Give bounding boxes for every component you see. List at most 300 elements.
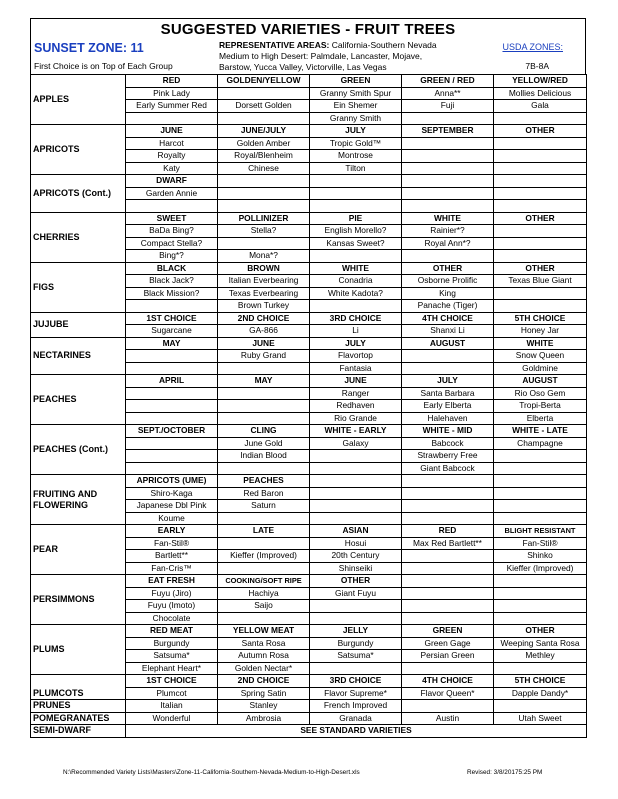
variety-cell: Hosui xyxy=(310,537,402,550)
table-row xyxy=(31,262,587,275)
table-row xyxy=(31,75,587,88)
sheet-header xyxy=(30,18,586,74)
variety-cell: Golden Amber xyxy=(218,137,310,150)
column-header: WHITE - MID xyxy=(402,425,494,438)
column-header: WHITE - LATE xyxy=(494,425,587,438)
variety-cell: Royalty xyxy=(126,150,218,163)
variety-cell xyxy=(126,412,218,425)
variety-cell xyxy=(126,387,218,400)
variety-cell: Chinese xyxy=(218,162,310,175)
variety-cell: Red Baron xyxy=(218,487,310,500)
fruit-label: NECTARINES xyxy=(31,337,126,375)
fruit-label: PEACHES xyxy=(31,375,126,425)
variety-cell xyxy=(494,137,587,150)
variety-cell: Gala xyxy=(494,100,587,113)
variety-cell xyxy=(310,462,402,475)
variety-cell xyxy=(126,462,218,475)
table-row xyxy=(31,337,587,350)
column-header: WHITE xyxy=(402,212,494,225)
semi-dwarf-note: SEE STANDARD VARIETIES xyxy=(126,725,587,738)
variety-cell xyxy=(218,412,310,425)
rep-areas-line1: California-Southern Nevada xyxy=(331,40,437,50)
variety-cell: English Morello? xyxy=(310,225,402,238)
variety-cell: Ein Shemer xyxy=(310,100,402,113)
variety-cell: Methley xyxy=(494,650,587,663)
column-header: GREEN xyxy=(402,625,494,638)
variety-cell xyxy=(310,187,402,200)
variety-cell: Max Red Bartlett** xyxy=(402,537,494,550)
variety-cell: White Kadota? xyxy=(310,287,402,300)
variety-cell xyxy=(218,512,310,525)
variety-cell: Harcot xyxy=(126,137,218,150)
column-header: 5TH CHOICE xyxy=(494,312,587,325)
variety-cell xyxy=(402,600,494,613)
variety-cell: Black Jack? xyxy=(126,275,218,288)
variety-cell xyxy=(310,250,402,263)
variety-cell: Rio Oso Gem xyxy=(494,387,587,400)
column-header xyxy=(402,575,494,588)
variety-cell: Tropic Gold™ xyxy=(310,137,402,150)
table-row xyxy=(31,700,587,713)
variety-cell: Satsuma* xyxy=(310,650,402,663)
variety-cell xyxy=(126,112,218,125)
variety-cell: Shiro-Kaga xyxy=(126,487,218,500)
usda-zones-link[interactable]: USDA ZONES: xyxy=(502,42,563,52)
variety-cell xyxy=(126,437,218,450)
variety-cell xyxy=(494,462,587,475)
variety-cell xyxy=(126,400,218,413)
variety-cell xyxy=(494,162,587,175)
variety-cell: Redhaven xyxy=(310,400,402,413)
column-header: OTHER xyxy=(494,625,587,638)
variety-cell: Austin xyxy=(402,712,494,725)
variety-cell xyxy=(218,237,310,250)
column-header: JUNE xyxy=(218,337,310,350)
variety-cell xyxy=(494,150,587,163)
representative-areas xyxy=(219,40,494,73)
variety-cell: Royal Ann*? xyxy=(402,237,494,250)
variety-cell xyxy=(402,250,494,263)
variety-cell: Flavor Supreme* xyxy=(310,687,402,700)
variety-cell xyxy=(494,500,587,513)
footer-revised: Revised: 3/8/20175:25 PM xyxy=(467,769,543,776)
column-header: JUNE/JULY xyxy=(218,125,310,138)
variety-cell xyxy=(310,612,402,625)
column-header: EAT FRESH xyxy=(126,575,218,588)
variety-cell: Fuji xyxy=(402,100,494,113)
variety-cell: Spring Satin xyxy=(218,687,310,700)
column-header: OTHER xyxy=(402,262,494,275)
column-header: 3RD CHOICE xyxy=(310,675,402,688)
table-row xyxy=(31,712,587,725)
variety-cell xyxy=(494,587,587,600)
variety-cell xyxy=(126,350,218,363)
variety-cell: Santa Barbara xyxy=(402,387,494,400)
variety-cell: Giant Babcock xyxy=(402,462,494,475)
variety-cell: Dorsett Golden xyxy=(218,100,310,113)
variety-cell: Early Elberta xyxy=(402,400,494,413)
variety-cell: Fan-Stil® xyxy=(126,537,218,550)
column-header: PEACHES xyxy=(218,475,310,488)
variety-cell xyxy=(402,112,494,125)
variety-cell: King xyxy=(402,287,494,300)
variety-cell xyxy=(126,200,218,213)
table-row xyxy=(31,675,587,688)
fruit-label: CHERRIES xyxy=(31,212,126,262)
variety-cell xyxy=(218,187,310,200)
variety-cell xyxy=(494,300,587,313)
variety-cell xyxy=(218,562,310,575)
variety-cell: Ruby Grand xyxy=(218,350,310,363)
fruit-label: APRICOTS xyxy=(31,125,126,175)
variety-cell: Osborne Prolific xyxy=(402,275,494,288)
variety-cell xyxy=(494,225,587,238)
fruit-label: PRUNES xyxy=(31,700,126,713)
column-header xyxy=(402,475,494,488)
variety-cell: Stanley xyxy=(218,700,310,713)
column-header: BROWN xyxy=(218,262,310,275)
variety-cell: Shinseiki xyxy=(310,562,402,575)
variety-cell: Tropi-Berta xyxy=(494,400,587,413)
table-row xyxy=(31,375,587,388)
variety-cell: June Gold xyxy=(218,437,310,450)
variety-cell: Giant Fuyu xyxy=(310,587,402,600)
variety-cell xyxy=(402,137,494,150)
table-row xyxy=(31,525,587,538)
variety-cell: Galaxy xyxy=(310,437,402,450)
column-header: POLLINIZER xyxy=(218,212,310,225)
column-header xyxy=(402,175,494,188)
variety-cell xyxy=(402,562,494,575)
variety-cell xyxy=(402,150,494,163)
column-header: GREEN / RED xyxy=(402,75,494,88)
variety-cell xyxy=(402,612,494,625)
variety-cell xyxy=(494,612,587,625)
column-header: RED xyxy=(402,525,494,538)
variety-cell: French Improved xyxy=(310,700,402,713)
column-header: YELLOW/RED xyxy=(494,75,587,88)
variety-cell xyxy=(494,237,587,250)
fruit-label: APRICOTS (Cont.) xyxy=(31,175,126,213)
variety-cell: Fan-Stil® xyxy=(494,537,587,550)
variety-cell: Texas Blue Giant xyxy=(494,275,587,288)
fruit-label: PLUMCOTS xyxy=(31,675,126,700)
column-header: CLING xyxy=(218,425,310,438)
column-header: 4TH CHOICE xyxy=(402,312,494,325)
semi-dwarf-row xyxy=(31,725,587,738)
variety-cell xyxy=(402,500,494,513)
variety-cell: Italian Everbearing xyxy=(218,275,310,288)
variety-cell xyxy=(494,187,587,200)
column-header: AUGUST xyxy=(494,375,587,388)
variety-cell: GA-866 xyxy=(218,325,310,338)
variety-cell: Texas Everbearing xyxy=(218,287,310,300)
variety-cell xyxy=(126,300,218,313)
column-header xyxy=(494,575,587,588)
variety-cell: Burgundy xyxy=(126,637,218,650)
table-row xyxy=(31,475,587,488)
variety-cell xyxy=(402,550,494,563)
column-header: PIE xyxy=(310,212,402,225)
fruit-label: PLUMS xyxy=(31,625,126,675)
variety-cell: Chocolate xyxy=(126,612,218,625)
fruit-label: FIGS xyxy=(31,262,126,312)
column-header: RED xyxy=(126,75,218,88)
variety-cell: Panache (Tiger) xyxy=(402,300,494,313)
variety-cell xyxy=(310,500,402,513)
variety-cell xyxy=(494,450,587,463)
column-header: COOKING/SOFT RIPE xyxy=(218,575,310,588)
variety-cell: Kieffer (Improved) xyxy=(218,550,310,563)
column-header: WHITE - EARLY xyxy=(310,425,402,438)
variety-cell: Garden Annie xyxy=(126,187,218,200)
fruit-label: PERSIMMONS xyxy=(31,575,126,625)
column-header: OTHER xyxy=(310,575,402,588)
variety-cell xyxy=(218,87,310,100)
variety-cell: Persian Green xyxy=(402,650,494,663)
variety-cell xyxy=(310,512,402,525)
variety-cell: Brown Turkey xyxy=(218,300,310,313)
variety-cell xyxy=(494,700,587,713)
variety-cell: Fuyu (Imoto) xyxy=(126,600,218,613)
column-header: SEPT./OCTOBER xyxy=(126,425,218,438)
variety-cell: Rainier*? xyxy=(402,225,494,238)
column-header: 4TH CHOICE xyxy=(402,675,494,688)
variety-cell xyxy=(218,112,310,125)
column-header: WHITE xyxy=(494,337,587,350)
column-header xyxy=(310,475,402,488)
variety-cell: Champagne xyxy=(494,437,587,450)
column-header: MAY xyxy=(126,337,218,350)
variety-cell xyxy=(126,362,218,375)
variety-cell xyxy=(218,200,310,213)
variety-cell: Plumcot xyxy=(126,687,218,700)
variety-cell xyxy=(402,187,494,200)
column-header: YELLOW MEAT xyxy=(218,625,310,638)
variety-cell: Mollies Delicious xyxy=(494,87,587,100)
variety-cell: Burgundy xyxy=(310,637,402,650)
variety-cell: Weeping Santa Rosa xyxy=(494,637,587,650)
variety-cell: Utah Sweet xyxy=(494,712,587,725)
table-row xyxy=(31,212,587,225)
variety-cell: Conadria xyxy=(310,275,402,288)
table-row xyxy=(31,312,587,325)
column-header: 2ND CHOICE xyxy=(218,312,310,325)
column-header: JUNE xyxy=(126,125,218,138)
column-header: WHITE xyxy=(310,262,402,275)
variety-cell xyxy=(494,200,587,213)
column-header xyxy=(310,175,402,188)
variety-cell xyxy=(218,537,310,550)
variety-cell: Granny Smith Spur xyxy=(310,87,402,100)
column-header xyxy=(494,475,587,488)
column-header: JULY xyxy=(310,125,402,138)
column-header: JELLY xyxy=(310,625,402,638)
column-header: BLACK xyxy=(126,262,218,275)
variety-cell xyxy=(310,662,402,675)
variety-cell: Japanese Dbl Pink xyxy=(126,500,218,513)
variety-cell xyxy=(310,300,402,313)
variety-cell: Flavor Queen* xyxy=(402,687,494,700)
variety-cell: Mona*? xyxy=(218,250,310,263)
column-header: JUNE xyxy=(310,375,402,388)
variety-cell: Babcock xyxy=(402,437,494,450)
variety-cell: Fan-Cris™ xyxy=(126,562,218,575)
column-header: EARLY xyxy=(126,525,218,538)
variety-cell: Flavortop xyxy=(310,350,402,363)
variety-cell: Compact Stella? xyxy=(126,237,218,250)
column-header: APRIL xyxy=(126,375,218,388)
fruit-label: JUJUBE xyxy=(31,312,126,337)
fruit-label: PEAR xyxy=(31,525,126,575)
variety-cell: Saturn xyxy=(218,500,310,513)
variety-cell: Hachiya xyxy=(218,587,310,600)
varieties-table-body xyxy=(31,75,587,738)
variety-cell: Early Summer Red xyxy=(126,100,218,113)
variety-cell: Anna** xyxy=(402,87,494,100)
variety-cell xyxy=(218,612,310,625)
column-header xyxy=(218,175,310,188)
variety-cell: Montrose xyxy=(310,150,402,163)
variety-cell xyxy=(402,487,494,500)
variety-cell: Li xyxy=(310,325,402,338)
variety-cell: Shanxi Li xyxy=(402,325,494,338)
variety-cell: Koume xyxy=(126,512,218,525)
fruit-label: FRUITING AND FLOWERING xyxy=(31,475,126,525)
column-header: BLIGHT RESISTANT xyxy=(494,525,587,538)
variety-cell: Goldmine xyxy=(494,362,587,375)
variety-cell xyxy=(494,112,587,125)
column-header: APRICOTS (UME) xyxy=(126,475,218,488)
variety-cell xyxy=(494,512,587,525)
variety-cell: BaDa Bing? xyxy=(126,225,218,238)
variety-cell xyxy=(402,512,494,525)
variety-cell: Snow Queen xyxy=(494,350,587,363)
variety-cell: Tilton xyxy=(310,162,402,175)
variety-cell: Honey Jar xyxy=(494,325,587,338)
variety-cell xyxy=(126,450,218,463)
variety-cell: Granada xyxy=(310,712,402,725)
variety-cell: Ranger xyxy=(310,387,402,400)
variety-cell xyxy=(310,450,402,463)
footer-file-path: N:\Recommended Variety Lists\Masters\Zone-11-California-Southern-Nevada-Medium-to-High-Desert.xls xyxy=(63,769,360,776)
variety-cell xyxy=(494,487,587,500)
first-choice-note: First Choice is on Top of Each Group xyxy=(34,61,173,71)
variety-cell xyxy=(494,600,587,613)
variety-cell: Saijo xyxy=(218,600,310,613)
column-header: 1ST CHOICE xyxy=(126,312,218,325)
variety-cell: Granny Smith xyxy=(310,112,402,125)
column-header xyxy=(494,175,587,188)
variety-cell: Indian Blood xyxy=(218,450,310,463)
column-header: AUGUST xyxy=(402,337,494,350)
variety-cell: Wonderful xyxy=(126,712,218,725)
fruit-label: POMEGRANATES xyxy=(31,712,126,725)
variety-cell xyxy=(494,250,587,263)
variety-cell: Fuyu (Jiro) xyxy=(126,587,218,600)
column-header: JULY xyxy=(402,375,494,388)
sunset-zone-label: SUNSET ZONE: 11 xyxy=(34,41,144,55)
variety-cell: Black Mission? xyxy=(126,287,218,300)
fruit-label: SEMI-DWARF xyxy=(31,725,126,738)
variety-cell: Satsuma* xyxy=(126,650,218,663)
column-header: MAY xyxy=(218,375,310,388)
variety-cell: Elephant Heart* xyxy=(126,662,218,675)
table-row xyxy=(31,575,587,588)
usda-zones-value: 7B-8A xyxy=(525,61,549,71)
variety-cell xyxy=(218,400,310,413)
column-header: GREEN xyxy=(310,75,402,88)
column-header: OTHER xyxy=(494,262,587,275)
variety-cell: Santa Rosa xyxy=(218,637,310,650)
rep-areas-line3: Barstow, Yucca Valley, Victorville, Las Vegas xyxy=(219,62,387,72)
column-header: SWEET xyxy=(126,212,218,225)
varieties-sheet xyxy=(30,18,586,738)
variety-cell xyxy=(402,200,494,213)
column-header: DWARF xyxy=(126,175,218,188)
variety-cell xyxy=(402,350,494,363)
variety-cell: Elberta xyxy=(494,412,587,425)
variety-cell: Ambrosia xyxy=(218,712,310,725)
column-header: RED MEAT xyxy=(126,625,218,638)
column-header: 3RD CHOICE xyxy=(310,312,402,325)
varieties-table xyxy=(30,74,587,738)
variety-cell: 20th Century xyxy=(310,550,402,563)
variety-cell xyxy=(402,700,494,713)
variety-cell: Kieffer (Improved) xyxy=(494,562,587,575)
variety-cell: Italian xyxy=(126,700,218,713)
variety-cell: Green Gage xyxy=(402,637,494,650)
variety-cell xyxy=(402,162,494,175)
variety-cell xyxy=(218,387,310,400)
column-header: OTHER xyxy=(494,125,587,138)
column-header: 5TH CHOICE xyxy=(494,675,587,688)
column-header: LATE xyxy=(218,525,310,538)
variety-cell: Kansas Sweet? xyxy=(310,237,402,250)
variety-cell: Autumn Rosa xyxy=(218,650,310,663)
variety-cell xyxy=(402,662,494,675)
variety-cell xyxy=(402,362,494,375)
variety-cell xyxy=(494,662,587,675)
variety-cell xyxy=(310,487,402,500)
table-row xyxy=(31,425,587,438)
variety-cell: Fantasia xyxy=(310,362,402,375)
column-header: GOLDEN/YELLOW xyxy=(218,75,310,88)
variety-cell xyxy=(310,600,402,613)
variety-cell: Rio Grande xyxy=(310,412,402,425)
variety-cell xyxy=(218,362,310,375)
variety-cell: Stella? xyxy=(218,225,310,238)
variety-cell: Golden Nectar* xyxy=(218,662,310,675)
variety-cell: Pink Lady xyxy=(126,87,218,100)
column-header: JULY xyxy=(310,337,402,350)
variety-cell: Sugarcane xyxy=(126,325,218,338)
variety-cell: Royal/Blenheim xyxy=(218,150,310,163)
column-header: 1ST CHOICE xyxy=(126,675,218,688)
column-header: SEPTEMBER xyxy=(402,125,494,138)
sheet-title: SUGGESTED VARIETIES - FRUIT TREES xyxy=(160,21,456,38)
rep-areas-line2: Medium to High Desert: Palmdale, Lancaster, Mojave, xyxy=(219,51,423,61)
variety-cell: Shinko xyxy=(494,550,587,563)
table-row xyxy=(31,625,587,638)
variety-cell: Dapple Dandy* xyxy=(494,687,587,700)
fruit-label: PEACHES (Cont.) xyxy=(31,425,126,475)
column-header: ASIAN xyxy=(310,525,402,538)
variety-cell: Katy xyxy=(126,162,218,175)
variety-cell: Bing*? xyxy=(126,250,218,263)
fruit-label: APPLES xyxy=(31,75,126,125)
column-header: 2ND CHOICE xyxy=(218,675,310,688)
